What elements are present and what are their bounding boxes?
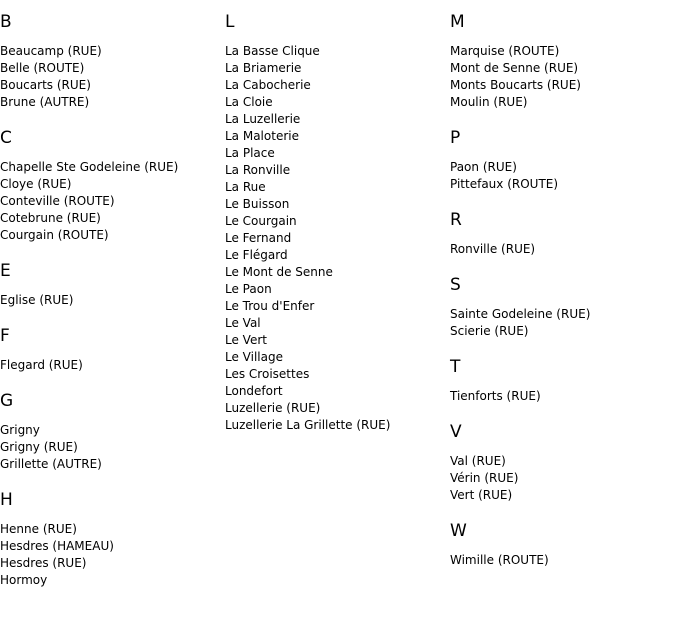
street-list [225, 43, 450, 434]
street-list-item: Le Fernand [225, 231, 292, 245]
street-list [0, 422, 225, 473]
street-list-item: Pittefaux (ROUTE) [450, 177, 559, 191]
street-list-item: Monts Boucarts (RUE) [450, 78, 581, 92]
letter-section-w [450, 521, 675, 569]
street-list-item: Courgain (ROUTE) [0, 228, 109, 242]
street-list-item: Le Trou d'Enfer [225, 299, 315, 313]
street-list-item: Le Vert [225, 333, 267, 347]
street-list-item: Le Mont de Senne [225, 265, 333, 279]
street-index-column-1 [0, 0, 225, 589]
letter-section-f [0, 326, 225, 374]
section-letter-heading: S [450, 275, 461, 295]
street-list-item: Grigny (RUE) [0, 440, 78, 454]
street-list-item: La Rue [225, 180, 266, 194]
street-list-item: Beaucamp (RUE) [0, 44, 102, 58]
street-list-item: Hesdres (HAMEAU) [0, 539, 114, 553]
street-list-item: Belle (ROUTE) [0, 61, 85, 75]
street-list-item: Sainte Godeleine (RUE) [450, 307, 591, 321]
street-list [0, 521, 225, 589]
street-list-item: Le Val [225, 316, 261, 330]
letter-section-p [450, 128, 675, 193]
section-letter-heading: G [0, 391, 14, 411]
street-list-item: Mont de Senne (RUE) [450, 61, 579, 75]
street-list-item: La Cloie [225, 95, 273, 109]
street-list-item: Luzellerie La Grillette (RUE) [225, 418, 391, 432]
section-letter-heading: W [450, 521, 467, 541]
street-list-item: La Basse Clique [225, 44, 320, 58]
street-list-item: Henne (RUE) [0, 522, 77, 536]
letter-section-c [0, 128, 225, 244]
street-list-item: Hesdres (RUE) [0, 556, 87, 570]
street-list-item: Cloye (RUE) [0, 177, 72, 191]
street-list-item: Luzellerie (RUE) [225, 401, 321, 415]
street-list-item: La Maloterie [225, 129, 299, 143]
street-list-item: Flegard (RUE) [0, 358, 83, 372]
section-letter-heading: H [0, 490, 13, 510]
letter-section-e [0, 261, 225, 309]
letter-section-h [0, 490, 225, 589]
street-list-item: Hormoy [0, 573, 48, 587]
section-letter-heading: L [225, 12, 235, 32]
street-list [450, 552, 675, 569]
street-list-item: Eglise (RUE) [0, 293, 74, 307]
letter-section-g [0, 391, 225, 473]
street-list-item: Brune (AUTRE) [0, 95, 90, 109]
section-letter-heading: V [450, 422, 462, 442]
section-letter-heading: T [450, 357, 461, 377]
street-list-item: Tienforts (RUE) [450, 389, 541, 403]
street-list-item: Paon (RUE) [450, 160, 517, 174]
street-list-item: La Ronville [225, 163, 291, 177]
letter-section-m [450, 12, 675, 111]
section-letter-heading: F [0, 326, 10, 346]
section-letter-heading: R [450, 210, 462, 230]
section-letter-heading: P [450, 128, 461, 148]
street-list [0, 292, 225, 309]
letter-section-r [450, 210, 675, 258]
letter-section-b [0, 12, 225, 111]
street-list-item: Val (RUE) [450, 454, 506, 468]
street-list-item: Ronville (RUE) [450, 242, 536, 256]
street-list [450, 306, 675, 340]
street-list [0, 357, 225, 374]
street-list [450, 453, 675, 504]
street-list-item: Chapelle Ste Godeleine (RUE) [0, 160, 179, 174]
street-list [0, 43, 225, 111]
street-list-item: La Place [225, 146, 275, 160]
street-list-item: Vert (RUE) [450, 488, 513, 502]
street-list-item: La Luzellerie [225, 112, 301, 126]
street-list-item: Marquise (ROUTE) [450, 44, 560, 58]
street-list [0, 159, 225, 244]
street-list-item: La Briamerie [225, 61, 302, 75]
section-letter-heading: M [450, 12, 465, 32]
street-list-item: Vérin (RUE) [450, 471, 519, 485]
letter-section-t [450, 357, 675, 405]
street-list-item: Wimille (ROUTE) [450, 553, 549, 567]
street-index-column-2 [225, 0, 450, 434]
street-list-item: Londefort [225, 384, 283, 398]
section-letter-heading: C [0, 128, 12, 148]
street-list [450, 159, 675, 193]
street-list-item: Moulin (RUE) [450, 95, 528, 109]
section-letter-heading: B [0, 12, 12, 32]
street-list-item: Conteville (ROUTE) [0, 194, 115, 208]
street-list-item: Les Croisettes [225, 367, 310, 381]
letter-section-l [225, 12, 450, 434]
street-list-item: Le Paon [225, 282, 272, 296]
street-list [450, 43, 675, 111]
street-list-item: Le Buisson [225, 197, 290, 211]
street-list-item: Scierie (RUE) [450, 324, 529, 338]
street-list-item: Le Village [225, 350, 283, 364]
street-list-item: Cotebrune (RUE) [0, 211, 101, 225]
street-index-column-3 [450, 0, 675, 569]
street-list-item: Boucarts (RUE) [0, 78, 91, 92]
street-list-item: Grillette (AUTRE) [0, 457, 102, 471]
letter-section-s [450, 275, 675, 340]
letter-section-v [450, 422, 675, 504]
street-list [450, 241, 675, 258]
street-list-item: Le Flégard [225, 248, 288, 262]
street-list-item: La Cabocherie [225, 78, 311, 92]
section-letter-heading: E [0, 261, 11, 281]
street-list-item: Grigny [0, 423, 40, 437]
street-list-item: Le Courgain [225, 214, 297, 228]
street-list [450, 388, 675, 405]
